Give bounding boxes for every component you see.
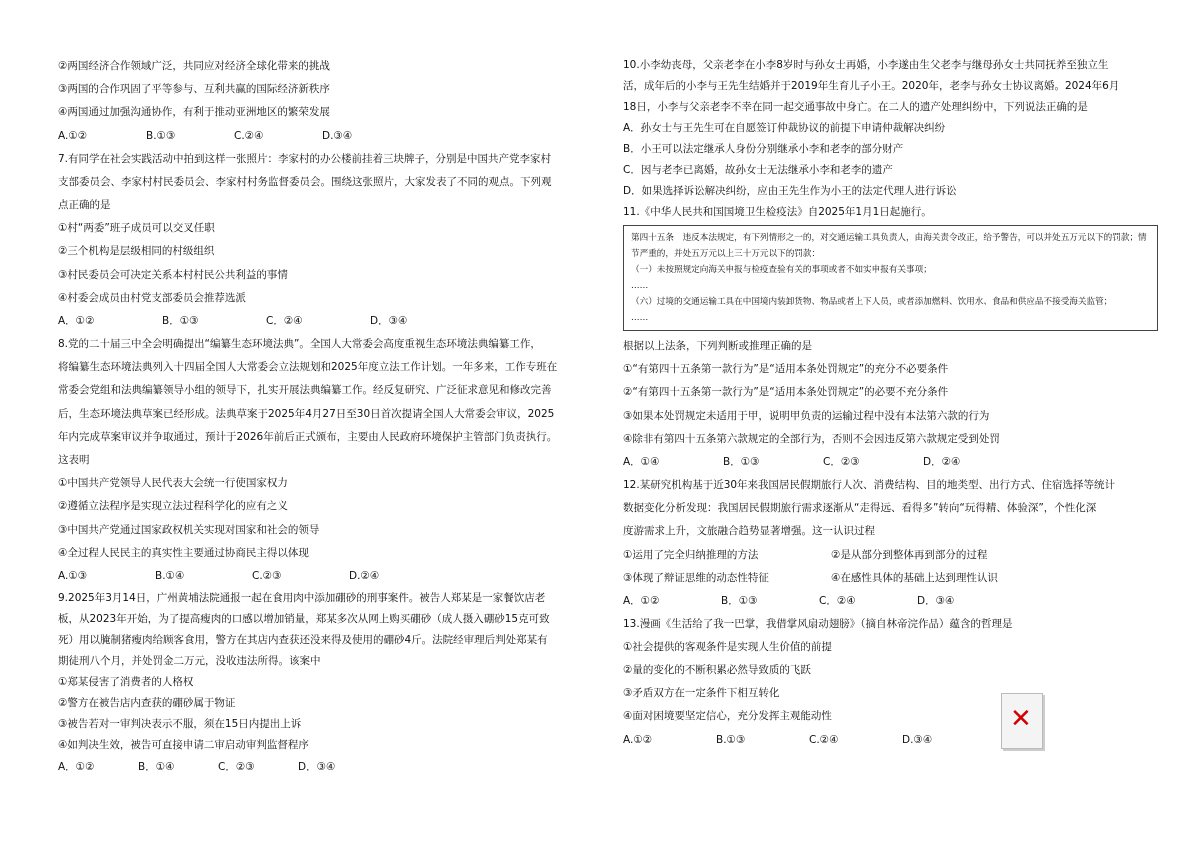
- q10-stem: 18日，小李与父亲老李不幸在同一起交通事故中身亡。在二人的遗产处理纠纷中，下列说法正确的是: [623, 101, 1088, 113]
- q8-stem: 后，生态环境法典草案已经形成。法典草案于2025年4月27日至30日首次提请全国人大常委会审议，2025: [58, 407, 555, 420]
- q11-option-b[interactable]: B．①③: [723, 456, 760, 469]
- q11-stem: 根据以上法条，下列判断或推理正确的是: [623, 340, 812, 352]
- q9-stem: 9.2025年3月14日，广州黄埔法院通报一起在食用肉中添加硼砂的刑事案件。被告人郑某是一家餐饮店老: [58, 592, 546, 605]
- q12-option-a[interactable]: A．①②: [623, 594, 660, 607]
- q8-item: ①中国共产党领导人民代表大会统一行使国家权力: [58, 477, 288, 490]
- q8-option-d[interactable]: D.②④: [349, 570, 380, 583]
- q8-option-a[interactable]: A.①③: [58, 570, 88, 583]
- law-ellipsis: ……: [631, 313, 649, 323]
- q8-option-c[interactable]: C.②③: [252, 570, 282, 583]
- q9-item: ④如判决生效，被告可直接申请二审启动审判监督程序: [58, 739, 309, 752]
- q11-option-c[interactable]: C．②③: [823, 456, 860, 469]
- q13-item: ③矛盾双方在一定条件下相互转化: [623, 687, 780, 700]
- broken-image-placeholder: [1001, 693, 1043, 749]
- left-column: [58, 55, 568, 779]
- q6-options: [58, 125, 568, 148]
- q6-item: ②两国经济合作领域广泛，共同应对经济全球化带来的挑战: [58, 60, 330, 72]
- q7-stem: 7.有同学在社会实践活动中拍到这样一张照片：李家村的办公楼前挂着三块牌子，分别是中国共产党李家村: [58, 152, 552, 165]
- q11-option-a[interactable]: A．①④: [623, 456, 660, 469]
- q8-stem: 常委会党组和法典编纂领导小组的领导下，扎实开展法典编纂工作。经反复研究、广泛征求意见和修改完善: [58, 384, 552, 397]
- q6-option-d[interactable]: D.③④: [322, 129, 353, 142]
- q13-item: ①社会提供的客观条件是实现人生价值的前提: [623, 640, 832, 653]
- q10-stem: 10.小李幼丧母，父亲老李在小李8岁时与孙女士再婚，小李遂由生父老李与继母孙女士共同抚养至独立生: [623, 59, 1109, 71]
- q7-item: ②三个机构是层级相同的村级组织: [58, 245, 215, 258]
- q12-item: ④在感性具体的基础上达到理性认识: [831, 571, 998, 584]
- q8-stem: 8.党的二十届三中全会明确提出“编纂生态环境法典”。全国人大常委会高度重视生态环境法典编纂工作，: [58, 338, 541, 351]
- law-ellipsis: ……: [631, 281, 649, 291]
- q7-stem: 点正确的是: [58, 199, 111, 212]
- q7-options: [58, 310, 568, 333]
- q12-item: ②是从部分到整体再到部分的过程: [831, 548, 988, 561]
- q6-item: ④两国通过加强沟通协作，有利于推动亚洲地区的繁荣发展: [58, 106, 330, 119]
- q12-item: ③体现了辩证思维的动态性特征: [623, 571, 769, 584]
- right-column: [623, 55, 1158, 752]
- broken-image-icon: ✕: [1010, 704, 1032, 734]
- q7-option-b[interactable]: B．①③: [162, 315, 199, 328]
- q11-option-d[interactable]: D．②④: [923, 456, 961, 469]
- q8-item: ④全过程人民民主的真实性主要通过协商民主得以体现: [58, 546, 309, 559]
- q12-items-row: [623, 567, 1158, 590]
- law-clause-6: （六）过境的交通运输工具在中国境内装卸货物、物品或者上下人员，或者添加燃料、饮用水、食品和供应品不接受海关监管；: [631, 297, 1113, 307]
- q13-option-d[interactable]: D.③④: [902, 733, 933, 746]
- q8-stem: 这表明: [58, 454, 90, 467]
- q12-stem: 12.某研究机构基于近30年来我国居民假期旅行人次、消费结构、目的地类型、出行方式、住宿选择等统计: [623, 479, 1116, 492]
- q13-stem: 13.漫画《生活给了我一巴掌，我借掌风扇动翅膀》（摘自林帝浣作品）蕴含的哲理是: [623, 617, 1013, 630]
- q9-options: [58, 756, 568, 779]
- q7-option-d[interactable]: D．③④: [370, 315, 408, 328]
- q9-item: ①郑某侵害了消费者的人格权: [58, 676, 194, 689]
- q6-item: ③两国的合作巩固了平等参与、互利共赢的国际经济新秩序: [58, 83, 330, 96]
- q7-item: ④村委会成员由村党支部委员会推荐选派: [58, 291, 246, 304]
- q8-item: ③中国共产党通过国家政权机关实现对国家和社会的领导: [58, 523, 320, 536]
- q7-item: ①村“两委”班子成员可以交叉任职: [58, 222, 215, 235]
- q13-item: ②量的变化的不断积累必然导致质的飞跃: [623, 664, 811, 677]
- q12-stem: 度游需求上升，文旅融合趋势显著增强。这一认识过程: [623, 525, 875, 538]
- q6-option-a[interactable]: A.①②: [58, 129, 88, 142]
- q13-option-a[interactable]: A.①②: [623, 733, 653, 746]
- q9-option-b[interactable]: B．①④: [138, 761, 175, 774]
- q9-option-c[interactable]: C．②③: [218, 761, 255, 774]
- q8-options: [58, 565, 568, 588]
- q12-option-d[interactable]: D．③④: [917, 594, 955, 607]
- q10-option-c[interactable]: C．因与老李已离婚，故孙女士无法继承小李和老李的遗产: [623, 164, 893, 176]
- q12-option-c[interactable]: C．②④: [819, 594, 856, 607]
- q11-options: [623, 451, 1158, 474]
- q6-option-b[interactable]: B.①③: [146, 129, 176, 142]
- q11-item: ①“有第四十五条第一款行为”是“适用本条处罚规定”的充分不必要条件: [623, 363, 949, 376]
- q12-items-row: [623, 544, 1158, 567]
- q9-stem: 死）用以腌制猪瘦肉给顾客食用，警方在其店内查获还没来得及使用的硼砂4斤。法院经审理后判处郑某有: [58, 634, 548, 647]
- q9-option-d[interactable]: D．③④: [298, 761, 336, 774]
- q11-intro: 11.《中华人民共和国国境卫生检疫法》自2025年1月1日起施行。: [623, 206, 932, 218]
- q8-stem: 年内完成草案审议并争取通过，预计于2026年前后正式颁布，主要由人民政府环境保护主管部门负责执行。: [58, 430, 558, 443]
- q11-item: ②“有第四十五条第一款行为”是“适用本条处罚规定”的必要不充分条件: [623, 386, 949, 399]
- q9-stem: 板，从2023年开始，为了提高瘦肉的口感以增加销量，郑某多次从网上购买硼砂（成人摄入硼砂15克可致: [58, 613, 550, 626]
- law-article-45: 第四十五条 违反本法规定，有下列情形之一的，对交通运输工具负责人，由海关责令改正，给予警告，可以并处五万元以下的罚款；情节严重的，并处五万元以上三十万元以下的罚款：: [631, 233, 1147, 259]
- q12-stem: 数据变化分析发现：我国居民假期旅行需求逐渐从“走得远、看得多”转向“玩得精、体验深”，个性化深: [623, 502, 1097, 515]
- q12-options: [623, 590, 1158, 613]
- q10-option-b[interactable]: B．小王可以法定继承人身份分别继承小李和老李的部分财产: [623, 143, 904, 155]
- q12-item: ①运用了完全归纳推理的方法: [623, 548, 759, 561]
- law-clause-1: （一）未按照规定向海关申报与检疫查验有关的事项或者不如实申报有关事项；: [631, 265, 932, 275]
- q13-option-c[interactable]: C.②④: [809, 733, 839, 746]
- q7-option-a[interactable]: A．①②: [58, 315, 95, 328]
- q8-option-b[interactable]: B.①④: [155, 570, 185, 583]
- q9-item: ③被告若对一审判决表示不服，须在15日内提出上诉: [58, 718, 302, 731]
- q13-option-b[interactable]: B.①③: [716, 733, 746, 746]
- q8-item: ②遵循立法程序是实现立法过程科学化的应有之义: [58, 500, 288, 513]
- q13-options: [623, 729, 1158, 752]
- q7-option-c[interactable]: C．②④: [266, 315, 303, 328]
- q11-item: ④除非有第四十五条第六款规定的全部行为，否则不会因违反第六款规定受到处罚: [623, 432, 1000, 445]
- q7-item: ③村民委员会可决定关系本村村民公共利益的事情: [58, 268, 288, 281]
- q7-stem: 支部委员会、李家村村民委员会、李家村村务监督委员会。围绕这张照片，大家发表了不同的观点。下列观: [58, 175, 552, 188]
- q8-stem: 将编纂生态环境法典列入十四届全国人大常委会立法规划和2025年度立法工作计划。一年多来，工作专班在: [58, 361, 558, 374]
- q10-stem: 活，成年后的小李与王先生结婚并于2019年生育儿子小王。2020年，老李与孙女士协议离婚。2024年6月: [623, 80, 1120, 92]
- q12-option-b[interactable]: B．①③: [721, 594, 758, 607]
- q9-stem: 期徒刑八个月，并处罚金二万元，没收违法所得。该案中: [58, 655, 321, 668]
- q11-item: ③如果本处罚规定未适用于甲，说明甲负责的运输过程中没有本法第六款的行为: [623, 409, 990, 422]
- law-excerpt-box: [623, 225, 1158, 331]
- q6-option-c[interactable]: C.②④: [234, 129, 264, 142]
- q9-option-a[interactable]: A．①②: [58, 761, 95, 774]
- q13-item: ④面对困境要坚定信心，充分发挥主观能动性: [623, 710, 832, 723]
- q9-item: ②警方在被告店内查获的硼砂属于物证: [58, 697, 236, 710]
- q10-option-d[interactable]: D．如果选择诉讼解决纠纷，应由王先生作为小王的法定代理人进行诉讼: [623, 185, 957, 197]
- q10-option-a[interactable]: A．孙女士与王先生可在自愿签订仲裁协议的前提下申请仲裁解决纠纷: [623, 122, 946, 134]
